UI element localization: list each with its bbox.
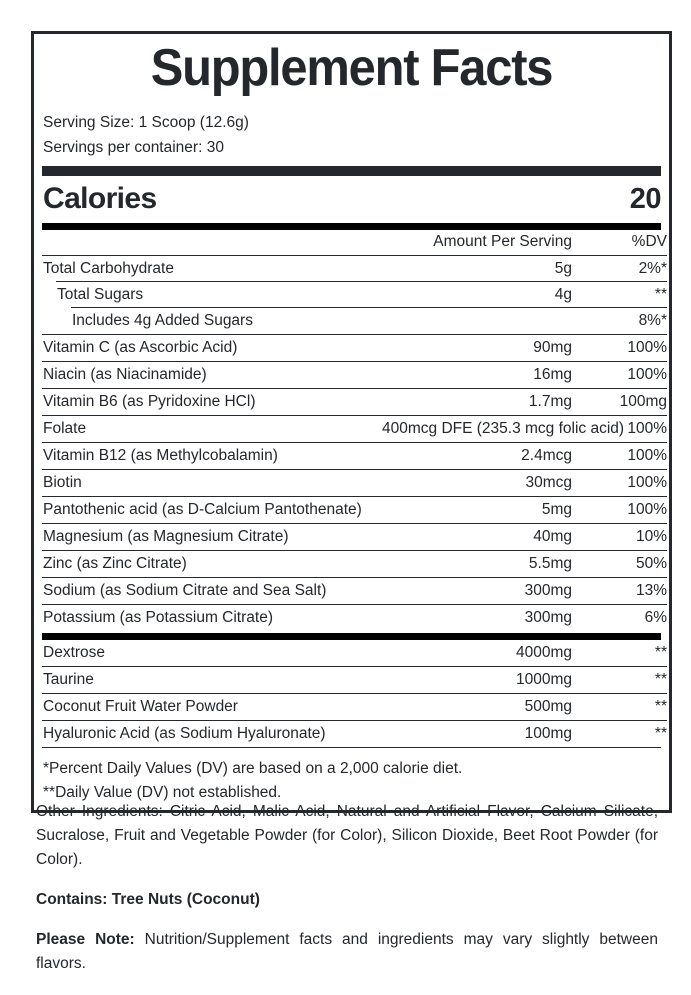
table-row bbox=[42, 362, 667, 389]
nutrient-dv: ** bbox=[572, 282, 667, 308]
nutrient-dv: 100mg bbox=[572, 389, 667, 416]
nutrient-name: Vitamin B12 (as Methylcobalamin) bbox=[42, 443, 382, 470]
ingredient-name: Hyaluronic Acid (as Sodium Hyaluronate) bbox=[42, 721, 382, 748]
ingredient-amount: 100mg bbox=[382, 721, 572, 748]
please-note-label: Please Note: bbox=[36, 931, 135, 949]
table-row bbox=[42, 721, 667, 748]
nutrient-dv: 13% bbox=[572, 578, 667, 605]
table-row bbox=[42, 335, 667, 362]
nutrient-amount: 2.4mcg bbox=[382, 443, 572, 470]
nutrient-amount: 30mcg bbox=[382, 470, 572, 497]
nutrient-dv: 100% bbox=[572, 416, 667, 443]
nutrient-name: Pantothenic acid (as D-Calcium Pantothenate) bbox=[42, 497, 382, 524]
ingredient-name: Taurine bbox=[42, 667, 382, 694]
nutrient-amount: 4g bbox=[382, 282, 572, 308]
nutrient-amount: 400mcg DFE (235.3 mcg folic acid) bbox=[382, 416, 572, 443]
table-row bbox=[42, 308, 667, 335]
table-row bbox=[42, 416, 667, 443]
nutrient-amount: 5mg bbox=[382, 497, 572, 524]
nutrient-amount: 1.7mg bbox=[382, 389, 572, 416]
divider-black-above-blend bbox=[42, 633, 661, 640]
ingredient-dv: ** bbox=[572, 721, 667, 748]
nutrient-amount bbox=[382, 308, 572, 335]
please-note-text: Nutrition/Supplement facts and ingredients may vary slightly between flavors. bbox=[36, 931, 658, 973]
table-row bbox=[42, 443, 667, 470]
ingredient-dv: ** bbox=[572, 667, 667, 694]
table-row bbox=[42, 551, 667, 578]
table-row bbox=[42, 605, 667, 632]
nutrient-dv: 6% bbox=[572, 605, 667, 632]
please-note-paragraph bbox=[36, 928, 658, 976]
table-row bbox=[42, 282, 667, 308]
ingredient-dv: ** bbox=[654, 644, 667, 662]
nutrient-name: Potassium (as Potassium Citrate) bbox=[42, 605, 382, 632]
nutrient-name: Niacin (as Niacinamide) bbox=[42, 362, 382, 389]
nutrient-amount: 300mg bbox=[382, 605, 572, 632]
nutrient-name: Magnesium (as Magnesium Citrate) bbox=[42, 524, 382, 551]
nutrient-name: Sodium (as Sodium Citrate and Sea Salt) bbox=[42, 578, 382, 605]
nutrient-name: Total Carbohydrate bbox=[42, 256, 382, 283]
nutrient-dv: 10% bbox=[572, 524, 667, 551]
nutrient-amount: 300mg bbox=[382, 578, 572, 605]
nutrient-name: Folate bbox=[42, 416, 382, 443]
nutrient-name: Total Sugars bbox=[42, 282, 382, 308]
divider-thick-top bbox=[42, 166, 661, 176]
supplement-facts-panel bbox=[31, 31, 672, 813]
ingredient-amount: 500mg bbox=[382, 694, 572, 721]
nutrient-dv: 2%* bbox=[572, 256, 667, 283]
footnote-dv-not-established: **Daily Value (DV) not established. bbox=[43, 783, 282, 801]
contains-allergen-text: Contains: Tree Nuts (Coconut) bbox=[36, 891, 260, 909]
nutrient-dv: 8%* bbox=[572, 308, 667, 335]
serving-size-text: Serving Size: 1 Scoop (12.6g) bbox=[43, 114, 249, 132]
divider-black-under-calories bbox=[42, 223, 661, 230]
blend-table bbox=[42, 640, 667, 747]
table-header-row bbox=[42, 230, 667, 256]
ingredient-name: Dextrose bbox=[43, 644, 106, 662]
table-row bbox=[42, 667, 667, 694]
table-row bbox=[42, 470, 667, 497]
label-notes bbox=[36, 800, 658, 976]
nutrient-name: Vitamin B6 (as Pyridoxine HCl) bbox=[42, 389, 382, 416]
header-percent-dv: %DV bbox=[631, 233, 667, 251]
nutrient-dv: 100% bbox=[572, 335, 667, 362]
table-row bbox=[42, 256, 667, 283]
nutrient-table bbox=[42, 230, 667, 631]
servings-per-container-text: Servings per container: 30 bbox=[43, 139, 224, 157]
table-row bbox=[42, 524, 667, 551]
divider-black-above-blend-wrap bbox=[42, 631, 661, 640]
ingredient-dv: ** bbox=[572, 694, 667, 721]
nutrient-name: Includes 4g Added Sugars bbox=[42, 308, 382, 335]
header-spacer bbox=[42, 230, 382, 256]
nutrient-name: Biotin bbox=[42, 470, 382, 497]
table-row bbox=[42, 497, 667, 524]
nutrient-dv: 50% bbox=[572, 551, 667, 578]
ingredient-name: Coconut Fruit Water Powder bbox=[42, 694, 382, 721]
nutrient-name: Zinc (as Zinc Citrate) bbox=[42, 551, 382, 578]
nutrient-amount: 90mg bbox=[382, 335, 572, 362]
nutrient-name: Vitamin C (as Ascorbic Acid) bbox=[42, 335, 382, 362]
nutrient-amount: 16mg bbox=[382, 362, 572, 389]
nutrient-amount: 40mg bbox=[382, 524, 572, 551]
table-row bbox=[42, 389, 667, 416]
other-ingredients-text: Other Ingredients: Citric Acid, Malic Acid, Natural and Artificial Flavor, Calcium Silicate, Sucralose, Fruit and Vegetable Powder (for Color), Silicon Dioxide, Beet Root Powder (for Color). bbox=[36, 803, 658, 869]
ingredient-amount: 4000mg bbox=[515, 644, 572, 662]
table-row bbox=[42, 578, 667, 605]
nutrient-dv: 100% bbox=[572, 470, 667, 497]
calories-row bbox=[42, 176, 661, 223]
table-row bbox=[42, 640, 667, 667]
footnote-percent-dv: *Percent Daily Values (DV) are based on a 2,000 calorie diet. bbox=[43, 760, 463, 778]
nutrient-dv: 100% bbox=[572, 497, 667, 524]
nutrient-dv: 100% bbox=[572, 362, 667, 389]
table-row bbox=[42, 694, 667, 721]
calories-value: 20 bbox=[629, 183, 661, 216]
header-amount-per-serving: Amount Per Serving bbox=[433, 233, 572, 251]
nutrient-dv: 100% bbox=[572, 443, 667, 470]
nutrient-amount: 5.5mg bbox=[382, 551, 572, 578]
panel-title: Supplement Facts bbox=[150, 39, 553, 97]
calories-label: Calories bbox=[43, 182, 157, 216]
ingredient-amount: 1000mg bbox=[382, 667, 572, 694]
nutrient-amount: 5g bbox=[382, 256, 572, 283]
